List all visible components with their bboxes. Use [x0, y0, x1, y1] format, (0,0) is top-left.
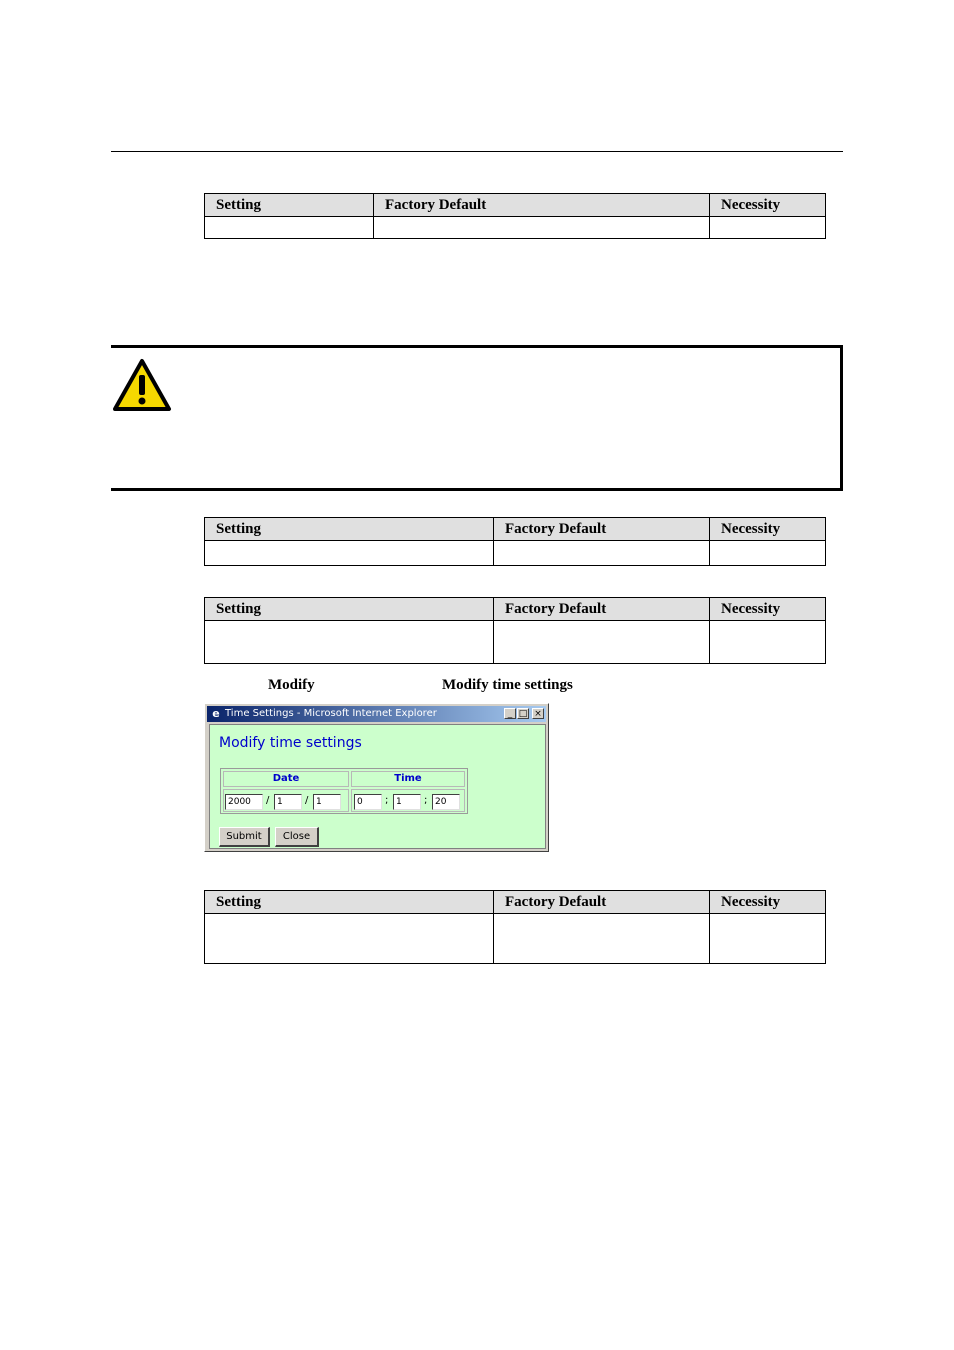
- column-header-necessity: Necessity: [710, 598, 826, 621]
- month-input[interactable]: 1: [274, 794, 302, 810]
- second-input[interactable]: 20: [432, 794, 460, 810]
- time-cell: [351, 789, 465, 812]
- table-cell: [710, 914, 826, 964]
- column-header-setting: Setting: [205, 598, 494, 621]
- table-cell: [494, 541, 710, 566]
- table-cell: [205, 914, 494, 964]
- column-header-necessity: Necessity: [710, 891, 826, 914]
- table-cell: [710, 217, 826, 239]
- table-cell: [494, 621, 710, 664]
- minimize-button[interactable]: _: [504, 708, 516, 719]
- column-header-necessity: Necessity: [710, 194, 826, 217]
- modify-time-heading: Modify time settings: [219, 735, 362, 751]
- year-input[interactable]: 2000: [225, 794, 263, 810]
- hour-input[interactable]: 0: [354, 794, 382, 810]
- close-button[interactable]: Close: [275, 827, 319, 847]
- date-header: Date: [223, 771, 349, 787]
- warning-icon: [112, 358, 172, 412]
- time-header: Time: [351, 771, 465, 787]
- table-cell: [374, 217, 710, 239]
- table-cell: [710, 621, 826, 664]
- column-header-factory-default: Factory Default: [494, 598, 710, 621]
- table-cell: [205, 217, 374, 239]
- minute-input[interactable]: 1: [393, 794, 421, 810]
- window-titlebar: [207, 706, 546, 722]
- column-header-factory-default: Factory Default: [374, 194, 710, 217]
- warning-box: [111, 345, 843, 491]
- settings-table-3: [204, 597, 826, 664]
- settings-table-4: [204, 890, 826, 964]
- column-header-setting: Setting: [205, 891, 494, 914]
- caption-modify-time-settings: Modify time settings: [442, 677, 573, 693]
- maximize-button[interactable]: □: [518, 709, 528, 719]
- time-separator: ;: [424, 795, 428, 806]
- datetime-table: [220, 768, 468, 814]
- window-title: Time Settings - Microsoft Internet Explorer: [225, 708, 437, 719]
- time-separator: ;: [385, 795, 389, 806]
- time-settings-window: [204, 703, 549, 852]
- settings-table-1: [204, 193, 826, 239]
- day-input[interactable]: 1: [313, 794, 341, 810]
- column-header-factory-default: Factory Default: [494, 518, 710, 541]
- header-rule: [111, 151, 843, 152]
- window-close-button[interactable]: ×: [532, 708, 544, 719]
- ie-logo-icon: e: [212, 707, 220, 720]
- date-cell: [223, 789, 349, 812]
- table-cell: [494, 914, 710, 964]
- date-separator: /: [305, 795, 309, 806]
- table-cell: [205, 621, 494, 664]
- table-cell: [710, 541, 826, 566]
- column-header-setting: Setting: [205, 518, 494, 541]
- column-header-setting: Setting: [205, 194, 374, 217]
- settings-table-2: [204, 517, 826, 566]
- date-separator: /: [266, 795, 270, 806]
- submit-button[interactable]: Submit: [219, 827, 270, 847]
- table-cell: [205, 541, 494, 566]
- column-header-factory-default: Factory Default: [494, 891, 710, 914]
- caption-modify: Modify: [268, 677, 315, 693]
- window-client-area: [209, 724, 546, 849]
- column-header-necessity: Necessity: [710, 518, 826, 541]
